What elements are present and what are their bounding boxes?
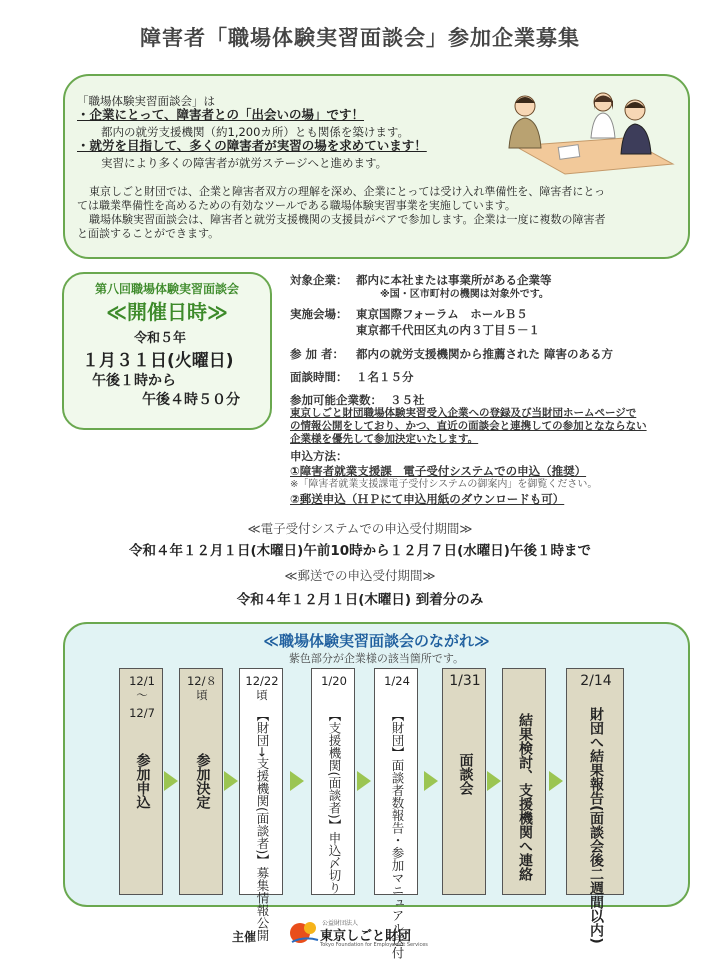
event-start: 午後１時から [92,373,176,389]
flow-arrow-icon [487,771,501,791]
mail-period-label: ≪郵送での申込受付期間≫ [284,568,436,583]
step-date: 1/24 [384,674,410,688]
step-text: 面談会 [457,753,474,795]
online-period: 令和４年１２月１日(木曜日)午前10時から１２月７日(水曜日)午後１時まで [129,543,591,559]
participants-label: 参 加 者： [290,347,345,361]
flow-title: ≪職場体験実習面談会のながれ≫ [263,632,490,650]
time-value: １名１５分 [356,370,414,384]
flow-arrow-icon [224,771,238,791]
step-text: 【支援機関(面談者)】申込〆切り [327,709,342,894]
step-text: 結果検討、支援機関へ連絡 [517,713,533,881]
flow-step-result [566,668,624,944]
event-heading: ≪開催日時≫ [106,300,228,324]
venue-label: 実施会場： [290,307,348,321]
event-era: 令和５年 [134,331,187,346]
target-label: 対象企業： [290,273,348,287]
step-text: 財団へ結果報告(面談会後二週間以内) [588,707,604,944]
target-note: ※国・区市町村の機関は対象外です。 [380,289,549,300]
meeting-illustration [495,88,680,176]
mail-period: 令和４年１２月１日(木曜日) 到着分のみ [236,592,484,608]
method-online: ①障害者就業支援課 電子受付システムでの申込（推奨） [290,464,587,478]
flow-step-decision [179,668,223,895]
intro-paragraph: ては職業準備性を高めるための有効なツールである職場体験実習事業を実施しています。 [77,199,516,212]
event-end: 午後４時５０分 [142,392,240,408]
foundation-english-name: Tokyo Foundation for Employment Services [320,942,428,948]
priority-note: 企業様を優先して参加決定いたします。 [290,433,479,445]
step-text: 【財団】面談者数報告・参加マニュアル送付 [390,709,405,959]
venue-value: 東京国際フォーラム ホールＢ５ [356,307,528,321]
flow-step-meeting [442,668,486,895]
intro-paragraph: 職場体験実習面談会は、障害者と就労支援機関の支援員がペアで参加します。企業は一度に複数の障害者 [89,213,606,226]
online-period-label: ≪電子受付システムでの申込受付期間≫ [247,521,473,536]
flow-arrow-icon [357,771,371,791]
capacity-value: ３５社 [390,393,425,407]
foundation-name: 東京しごと財団 [320,929,412,944]
step-date: 頃 [196,688,208,702]
method-online-note: ※「障害者就業支援課電子受付システムの御案内」を御覧ください。 [290,479,598,490]
flow-step-deadline [311,668,355,895]
step-date: 1/31 [449,673,481,689]
flow-arrow-icon [290,771,304,791]
intro-line: 「職場体験実習面談会」は [77,94,215,108]
intro-line: 都内の就労支援機関（約1,200カ所）とも関係を築けます。 [101,125,409,139]
flow-step-review [502,668,546,895]
intro-paragraph: と面談することができます。 [77,227,220,240]
foundation-logo-icon [288,918,320,946]
step-text: 参加申込 [134,753,151,809]
step-date: 12/1 [129,674,155,688]
step-date: ～ [136,688,148,702]
participants-value: 都内の就労支援機関から推薦された 障害のある方 [356,347,614,361]
intro-highlight: ・企業にとって、障害者との「出会いの場」です！ [77,107,365,122]
step-date: 頃 [256,688,268,702]
flow-step-report [374,668,418,959]
capacity-label: 参加可能企業数： [290,393,382,407]
venue-address: 東京都千代田区丸の内３丁目５－１ [356,323,540,337]
time-label: 面談時間： [290,370,348,384]
event-date-box [62,272,272,430]
step-date: 2/14 [580,673,612,689]
foundation-type: 公益財団法人 [322,920,359,927]
intro-paragraph: 東京しごと財団では、企業と障害者双方の理解を深め、企業にとっては受け入れ準備性を、障害者にとっ [89,185,606,198]
priority-note: の情報公開をしており、かつ、直近の面談会と連携しての参加となならない [290,420,647,432]
step-date: 12/7 [129,706,155,720]
step-date: 1/20 [321,674,347,688]
page-title: 障害者「職場体験実習面談会」参加企業募集 [140,26,580,50]
event-day: １月３１日(火曜日) [82,351,234,371]
intro-line: 実習により多くの障害者が就労ステージへと進めます。 [101,156,388,170]
flow-arrow-icon [549,771,563,791]
method-label: 申込方法： [290,449,348,463]
event-edition: 第八回職場体験実習面談会 [94,282,239,296]
method-mail: ②郵送申込（ＨＰにて申込用紙のダウンロードも可） [290,492,565,506]
step-date: 12/22 [245,674,279,688]
flow-subtitle: 紫色部分が企業様の該当箇所です。 [288,652,465,665]
flow-step-apply [119,668,163,895]
step-text: 【財団→支援機関(面談者)】募集情報公開 [255,709,270,942]
target-value: 都内に本社または事業所がある企業等 [356,273,552,287]
host-label: 主催 [232,930,257,944]
step-date: 12/８ [186,674,217,688]
step-text: 参加決定 [194,753,211,809]
flow-arrow-icon [424,771,438,791]
priority-note: 東京しごと財団職場体験実習受入企業への登録及び当財団ホームページで [290,407,637,419]
flow-arrow-icon [164,771,178,791]
intro-highlight: ・就労を目指して、多くの障害者が実習の場を求めています！ [77,138,427,153]
